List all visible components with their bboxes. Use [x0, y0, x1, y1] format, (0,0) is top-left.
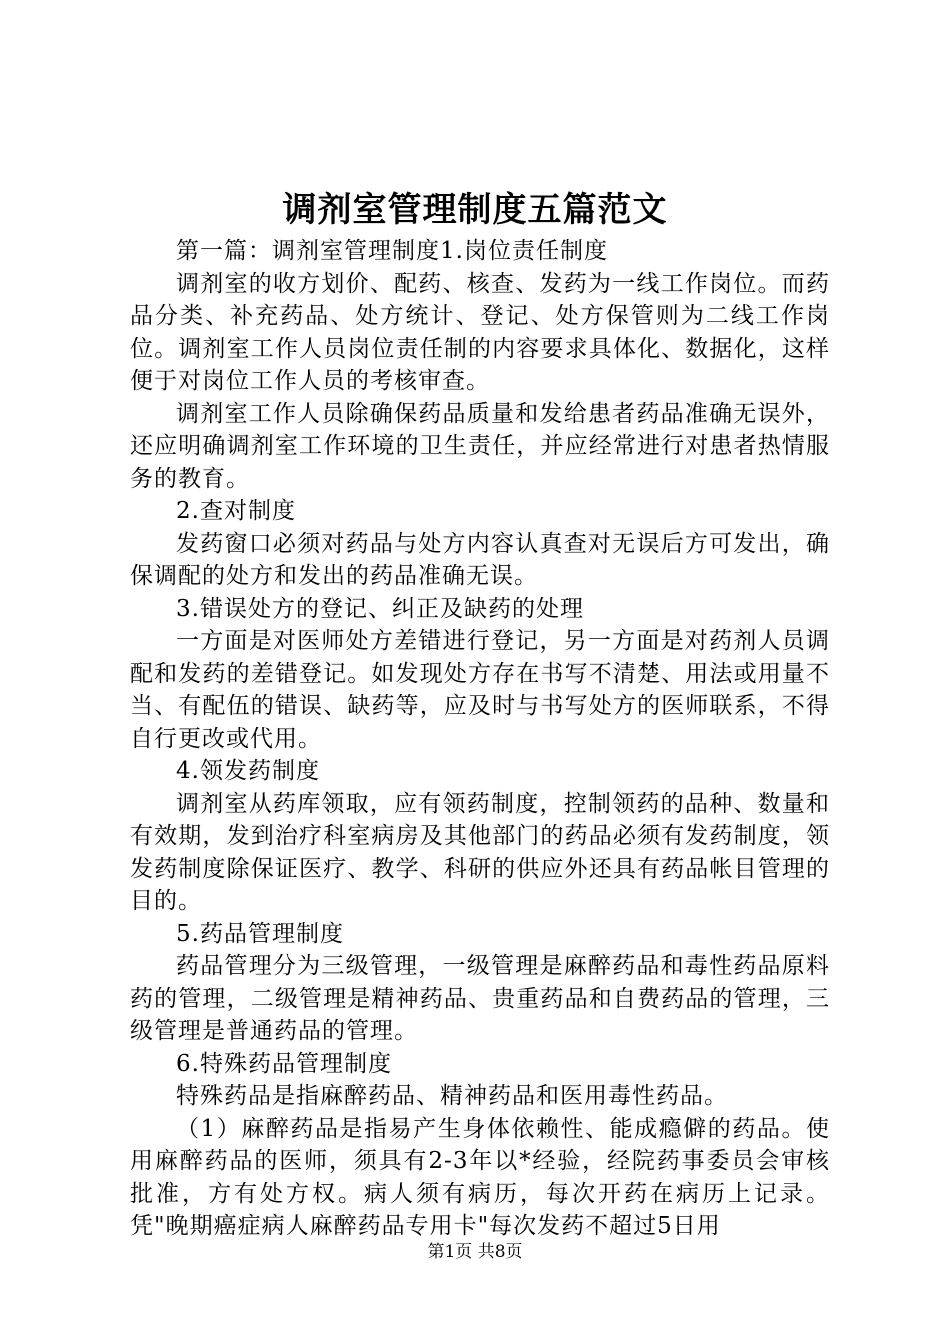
- section-heading: 4.领发药制度: [176, 758, 320, 784]
- paragraph: 特殊药品是指麻醉药品、精神药品和医用毒性药品。: [176, 1083, 728, 1109]
- document-body: [130, 235, 830, 1243]
- page-footer: 第1页 共8页: [427, 1242, 523, 1262]
- paragraph: 发药窗口必须对药品与处方内容认真查对无误后方可发出，确保调配的处方和发出的药品准确无误。: [130, 530, 830, 589]
- document-title: 调剂室管理制度五篇范文: [282, 190, 668, 230]
- paragraph: 调剂室的收方划价、配药、核查、发药为一线工作岗位。而药品分类、补充药品、处方统计、登记、处方保管则为二线工作岗位。调剂室工作人员岗位责任制的内容要求具体化、数据化，这样便于对岗位工作人员的考核审查。: [130, 270, 830, 394]
- section-heading: 3.错误处方的登记、纠正及缺药的处理: [176, 595, 584, 622]
- section-heading: 6.特殊药品管理制度: [176, 1050, 392, 1077]
- paragraph: 第一篇：调剂室管理制度1.岗位责任制度: [176, 238, 608, 264]
- paragraph: 调剂室从药库领取，应有领药制度，控制领药的品种、数量和有效期，发到治疗科室病房及其他部门的药品必须有发药制度，领发药制度除保证医疗、教学、科研的供应外还具有药品帐目管理的目的。: [130, 790, 830, 914]
- paragraph: 调剂室工作人员除确保药品质量和发给患者药品准确无误外，还应明确调剂室工作环境的卫生责任，并应经常进行对患者热情服务的教育。: [130, 400, 830, 492]
- section-heading: 2.查对制度: [176, 498, 296, 524]
- paragraph: （1）麻醉药品是指易产生身体依赖性、能成瘾僻的药品。使用麻醉药品的医师，须具有2-3年以*经验，经院药事委员会审核批准，方有处方权。病人须有病历，每次开药在病历上记录。凭"晚期癌症病人麻醉药品专用卡"每次发药不超过5日用: [130, 1115, 830, 1239]
- paragraph: 药品管理分为三级管理，一级管理是麻醉药品和毒性药品原料药的管理，二级管理是精神药品、贵重药品和自费药品的管理，三级管理是普通药品的管理。: [130, 953, 830, 1044]
- section-heading: 5.药品管理制度: [176, 920, 344, 947]
- paragraph: 一方面是对医师处方差错进行登记，另一方面是对药剂人员调配和发药的差错登记。如发现处方存在书写不清楚、用法或用量不当、有配伍的错误、缺药等，应及时与书写处方的医师联系，不得自行更改或代用。: [130, 628, 830, 752]
